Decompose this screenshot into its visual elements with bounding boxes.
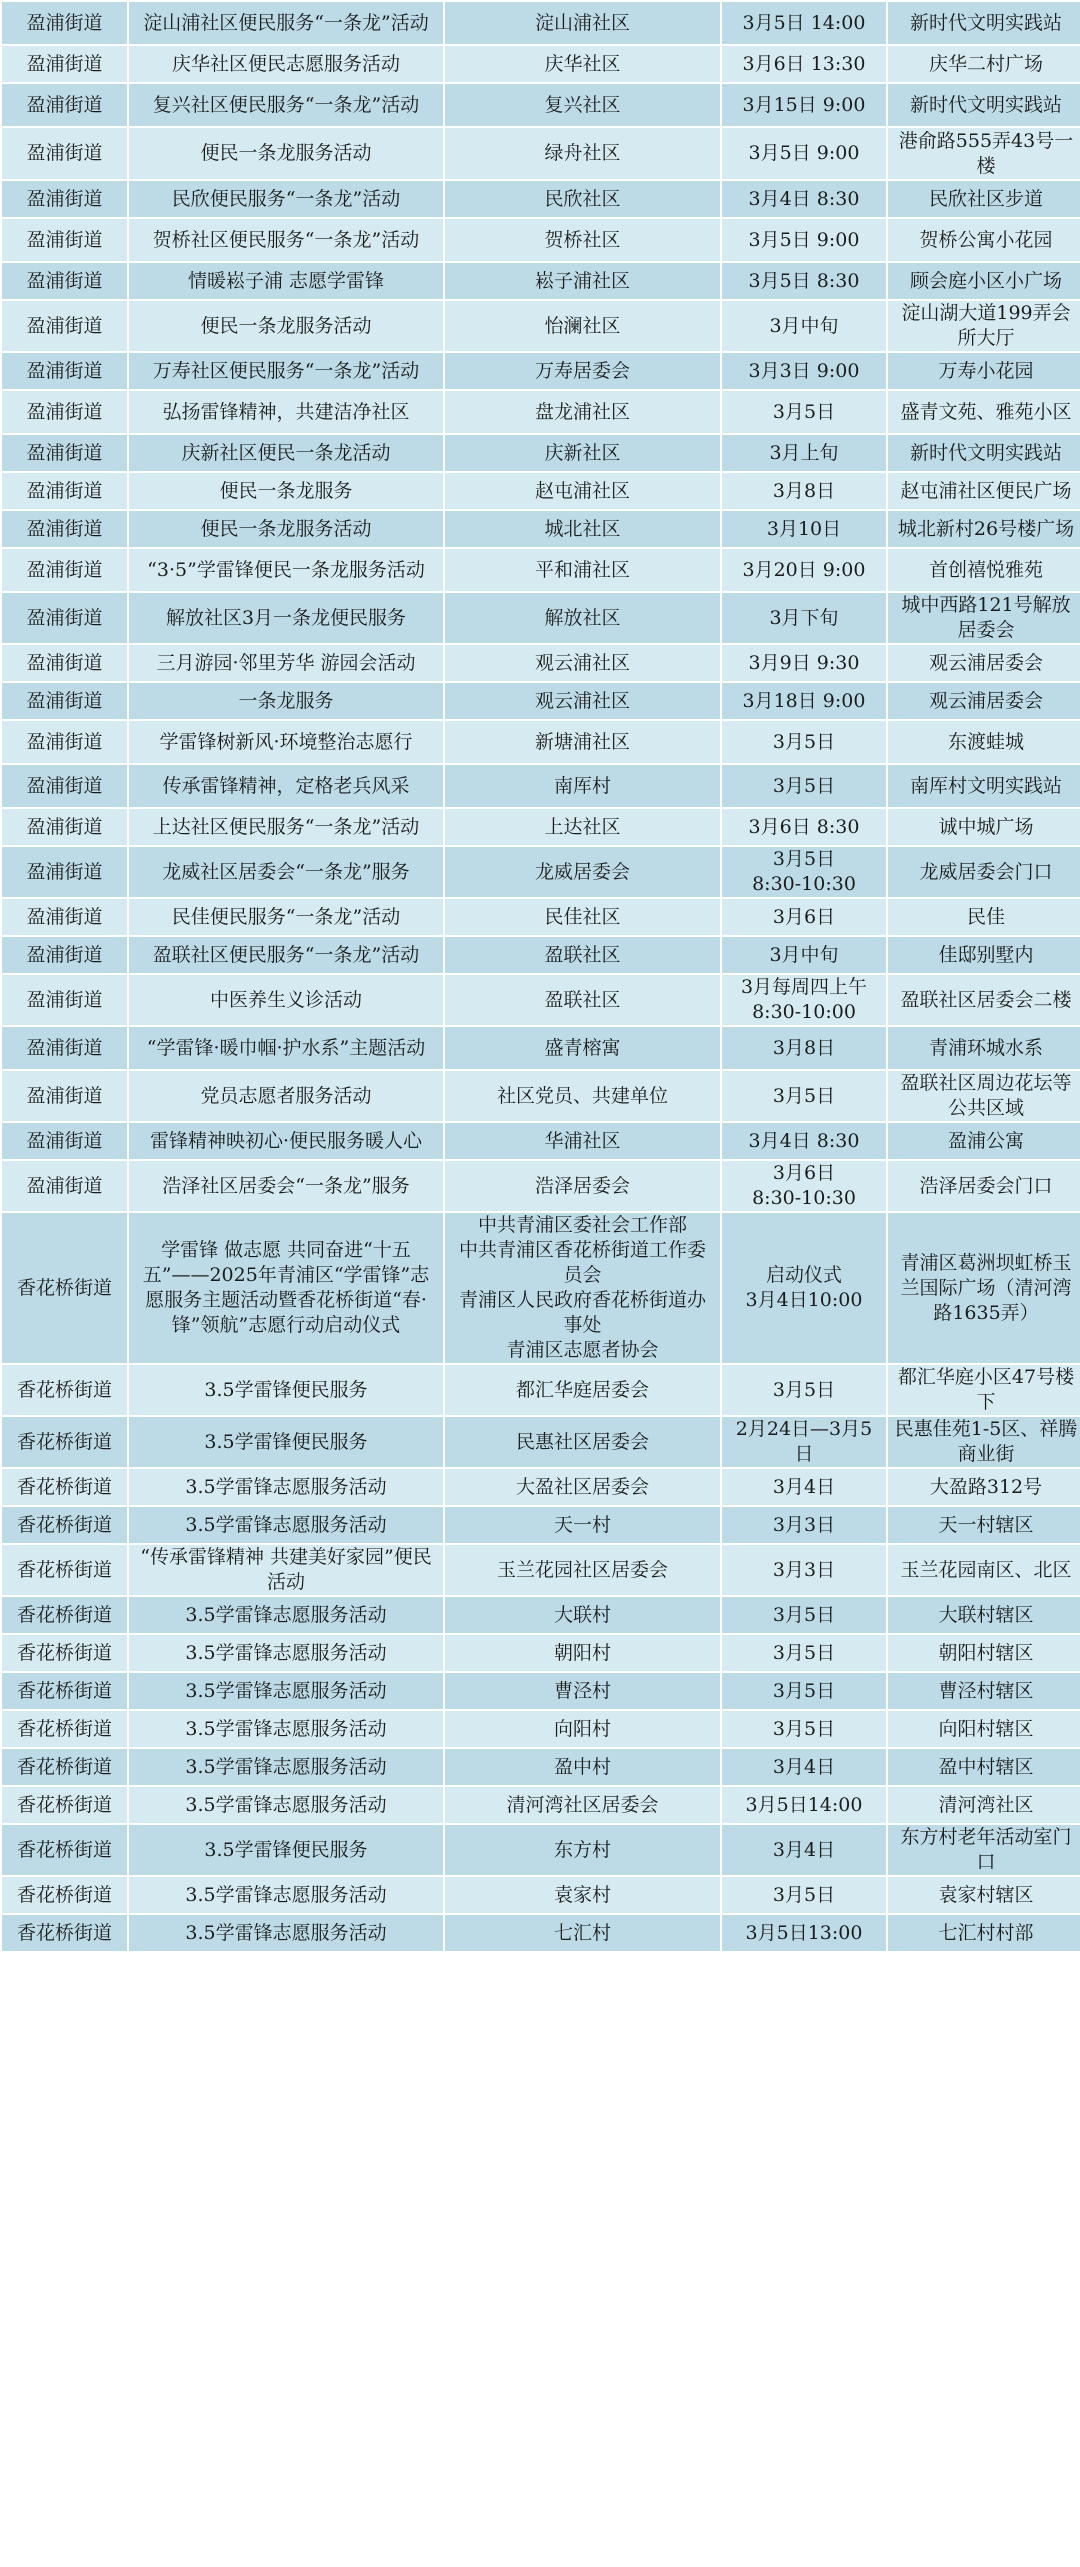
- time-cell: 3月5日: [721, 720, 887, 764]
- organizer-cell: 盈中村: [444, 1748, 721, 1786]
- table-row: [1, 936, 1080, 974]
- activity-name-cell: 盈联社区便民服务“一条龙”活动: [128, 936, 444, 974]
- time-cell: 3月20日 9:00: [721, 548, 887, 592]
- activity-name-cell: “3·5”学雷锋便民一条龙服务活动: [128, 548, 444, 592]
- activity-name-cell: 解放社区3月一条龙便民服务: [128, 592, 444, 644]
- organizer-cell: 华浦社区: [444, 1122, 721, 1160]
- activity-name-cell: 淀山浦社区便民服务“一条龙”活动: [128, 1, 444, 45]
- organizer-cell: 南厍村: [444, 764, 721, 808]
- location-cell: 新时代文明实践站: [887, 434, 1080, 472]
- table-row: [1, 1506, 1080, 1544]
- table-row: [1, 1212, 1080, 1364]
- organizer-cell: 赵屯浦社区: [444, 472, 721, 510]
- street-cell: 香花桥街道: [1, 1364, 128, 1416]
- street-cell: 盈浦街道: [1, 218, 128, 262]
- organizer-cell: 民佳社区: [444, 898, 721, 936]
- street-cell: 盈浦街道: [1, 720, 128, 764]
- table-row: [1, 352, 1080, 390]
- table-row: [1, 127, 1080, 180]
- street-cell: 盈浦街道: [1, 898, 128, 936]
- organizer-cell: 庆新社区: [444, 434, 721, 472]
- time-cell: 3月3日: [721, 1506, 887, 1544]
- time-cell: 3月5日: [721, 1364, 887, 1416]
- table-row: [1, 592, 1080, 644]
- time-cell: 3月6日 13:30: [721, 45, 887, 83]
- street-cell: 香花桥街道: [1, 1596, 128, 1634]
- organizer-cell: 观云浦社区: [444, 682, 721, 720]
- street-cell: 香花桥街道: [1, 1876, 128, 1914]
- activity-name-cell: 上达社区便民服务“一条龙”活动: [128, 808, 444, 846]
- activity-name-cell: 3.5学雷锋志愿服务活动: [128, 1634, 444, 1672]
- activity-name-cell: 3.5学雷锋便民服务: [128, 1416, 444, 1468]
- street-cell: 盈浦街道: [1, 300, 128, 352]
- table-row: [1, 1160, 1080, 1212]
- street-cell: 盈浦街道: [1, 262, 128, 300]
- organizer-cell: 盘龙浦社区: [444, 390, 721, 434]
- time-cell: 3月5日 8:30: [721, 262, 887, 300]
- organizer-cell: 大盈社区居委会: [444, 1468, 721, 1506]
- table-row: [1, 1544, 1080, 1596]
- activity-name-cell: 中医养生义诊活动: [128, 974, 444, 1026]
- street-cell: 盈浦街道: [1, 472, 128, 510]
- table-row: [1, 974, 1080, 1026]
- organizer-cell: 玉兰花园社区居委会: [444, 1544, 721, 1596]
- activity-name-cell: 3.5学雷锋志愿服务活动: [128, 1506, 444, 1544]
- table-row: [1, 1876, 1080, 1914]
- organizer-cell: 庆华社区: [444, 45, 721, 83]
- activity-name-cell: 3.5学雷锋便民服务: [128, 1824, 444, 1876]
- organizer-cell: 朝阳村: [444, 1634, 721, 1672]
- street-cell: 盈浦街道: [1, 510, 128, 548]
- organizer-cell: 新塘浦社区: [444, 720, 721, 764]
- time-cell: 3月5日: [721, 1596, 887, 1634]
- table-row: [1, 548, 1080, 592]
- activity-name-cell: 雷锋精神映初心·便民服务暖人心: [128, 1122, 444, 1160]
- street-cell: 香花桥街道: [1, 1786, 128, 1824]
- time-cell: 3月15日 9:00: [721, 83, 887, 127]
- table-row: [1, 1672, 1080, 1710]
- time-cell: 3月5日 9:00: [721, 218, 887, 262]
- street-cell: 香花桥街道: [1, 1824, 128, 1876]
- activity-name-cell: 党员志愿者服务活动: [128, 1070, 444, 1122]
- time-cell: 3月5日: [721, 1876, 887, 1914]
- activity-name-cell: 3.5学雷锋志愿服务活动: [128, 1710, 444, 1748]
- street-cell: 盈浦街道: [1, 808, 128, 846]
- street-cell: 盈浦街道: [1, 352, 128, 390]
- table-row: [1, 1748, 1080, 1786]
- location-cell: 青浦环城水系: [887, 1026, 1080, 1070]
- time-cell: 3月5日: [721, 1672, 887, 1710]
- activity-name-cell: 3.5学雷锋志愿服务活动: [128, 1672, 444, 1710]
- table-row: [1, 1634, 1080, 1672]
- event-table-body: [1, 1, 1080, 1952]
- street-cell: 香花桥街道: [1, 1672, 128, 1710]
- time-cell: 2月24日—3月5日: [721, 1416, 887, 1468]
- street-cell: 香花桥街道: [1, 1710, 128, 1748]
- location-cell: 东渡蛙城: [887, 720, 1080, 764]
- organizer-cell: 上达社区: [444, 808, 721, 846]
- organizer-cell: 袁家村: [444, 1876, 721, 1914]
- activity-name-cell: 复兴社区便民服务“一条龙”活动: [128, 83, 444, 127]
- location-cell: 青浦区葛洲坝虹桥玉兰国际广场（清河湾路1635弄）: [887, 1212, 1080, 1364]
- street-cell: 盈浦街道: [1, 1122, 128, 1160]
- location-cell: 万寿小花园: [887, 352, 1080, 390]
- table-row: [1, 1, 1080, 45]
- location-cell: 天一村辖区: [887, 1506, 1080, 1544]
- table-row: [1, 682, 1080, 720]
- table-row: [1, 644, 1080, 682]
- activity-name-cell: 便民一条龙服务活动: [128, 300, 444, 352]
- time-cell: 3月9日 9:30: [721, 644, 887, 682]
- street-cell: 盈浦街道: [1, 644, 128, 682]
- activity-name-cell: 民欣便民服务“一条龙”活动: [128, 180, 444, 218]
- organizer-cell: 解放社区: [444, 592, 721, 644]
- location-cell: 盈浦公寓: [887, 1122, 1080, 1160]
- location-cell: 贺桥公寓小花园: [887, 218, 1080, 262]
- activity-name-cell: 贺桥社区便民服务“一条龙”活动: [128, 218, 444, 262]
- table-row: [1, 472, 1080, 510]
- time-cell: 3月3日: [721, 1544, 887, 1596]
- organizer-cell: 向阳村: [444, 1710, 721, 1748]
- street-cell: 盈浦街道: [1, 45, 128, 83]
- activity-name-cell: 3.5学雷锋志愿服务活动: [128, 1468, 444, 1506]
- street-cell: 香花桥街道: [1, 1506, 128, 1544]
- activity-name-cell: 情暖崧子浦 志愿学雷锋: [128, 262, 444, 300]
- location-cell: 大联村辖区: [887, 1596, 1080, 1634]
- street-cell: 盈浦街道: [1, 974, 128, 1026]
- location-cell: 都汇华庭小区47号楼下: [887, 1364, 1080, 1416]
- time-cell: 3月18日 9:00: [721, 682, 887, 720]
- table-row: [1, 764, 1080, 808]
- location-cell: 浩泽居委会门口: [887, 1160, 1080, 1212]
- time-cell: 启动仪式 3月4日10:00: [721, 1212, 887, 1364]
- time-cell: 3月中旬: [721, 300, 887, 352]
- activity-name-cell: “传承雷锋精神 共建美好家园”便民活动: [128, 1544, 444, 1596]
- street-cell: 香花桥街道: [1, 1914, 128, 1952]
- time-cell: 3月5日13:00: [721, 1914, 887, 1952]
- activity-name-cell: 3.5学雷锋志愿服务活动: [128, 1596, 444, 1634]
- organizer-cell: 盈联社区: [444, 936, 721, 974]
- activity-name-cell: 弘扬雷锋精神，共建洁净社区: [128, 390, 444, 434]
- street-cell: 香花桥街道: [1, 1468, 128, 1506]
- table-row: [1, 1786, 1080, 1824]
- time-cell: 3月4日: [721, 1748, 887, 1786]
- table-row: [1, 1364, 1080, 1416]
- activity-name-cell: 3.5学雷锋志愿服务活动: [128, 1914, 444, 1952]
- activity-name-cell: 一条龙服务: [128, 682, 444, 720]
- table-row: [1, 1468, 1080, 1506]
- time-cell: 3月5日: [721, 1710, 887, 1748]
- activity-name-cell: 3.5学雷锋便民服务: [128, 1364, 444, 1416]
- time-cell: 3月上旬: [721, 434, 887, 472]
- activity-name-cell: “学雷锋·暖巾帼·护水系”主题活动: [128, 1026, 444, 1070]
- table-row: [1, 510, 1080, 548]
- time-cell: 3月5日: [721, 1070, 887, 1122]
- organizer-cell: 社区党员、共建单位: [444, 1070, 721, 1122]
- table-row: [1, 390, 1080, 434]
- organizer-cell: 城北社区: [444, 510, 721, 548]
- table-row: [1, 1122, 1080, 1160]
- location-cell: 赵屯浦社区便民广场: [887, 472, 1080, 510]
- table-row: [1, 808, 1080, 846]
- organizer-cell: 盈联社区: [444, 974, 721, 1026]
- street-cell: 香花桥街道: [1, 1212, 128, 1364]
- table-row: [1, 1596, 1080, 1634]
- activity-name-cell: 3.5学雷锋志愿服务活动: [128, 1786, 444, 1824]
- street-cell: 盈浦街道: [1, 180, 128, 218]
- location-cell: 清河湾社区: [887, 1786, 1080, 1824]
- organizer-cell: 曹泾村: [444, 1672, 721, 1710]
- time-cell: 3月每周四上午 8:30-10:00: [721, 974, 887, 1026]
- organizer-cell: 崧子浦社区: [444, 262, 721, 300]
- activity-name-cell: 学雷锋 做志愿 共同奋进“十五五”——2025年青浦区“学雷锋”志愿服务主题活动暨香花桥街道“春·锋”领航”志愿行动启动仪式: [128, 1212, 444, 1364]
- location-cell: 曹泾村辖区: [887, 1672, 1080, 1710]
- street-cell: 香花桥街道: [1, 1416, 128, 1468]
- organizer-cell: 复兴社区: [444, 83, 721, 127]
- table-row: [1, 262, 1080, 300]
- location-cell: 盛青文苑、雅苑小区: [887, 390, 1080, 434]
- activity-name-cell: 便民一条龙服务: [128, 472, 444, 510]
- table-row: [1, 720, 1080, 764]
- street-cell: 盈浦街道: [1, 434, 128, 472]
- table-row: [1, 180, 1080, 218]
- table-row: [1, 218, 1080, 262]
- location-cell: 七汇村村部: [887, 1914, 1080, 1952]
- activity-name-cell: 庆新社区便民一条龙活动: [128, 434, 444, 472]
- time-cell: 3月4日: [721, 1468, 887, 1506]
- location-cell: 东方村老年活动室门口: [887, 1824, 1080, 1876]
- location-cell: 城中西路121号解放居委会: [887, 592, 1080, 644]
- table-row: [1, 846, 1080, 898]
- organizer-cell: 盛青榕寓: [444, 1026, 721, 1070]
- time-cell: 3月5日: [721, 1634, 887, 1672]
- time-cell: 3月5日 9:00: [721, 127, 887, 180]
- location-cell: 民欣社区步道: [887, 180, 1080, 218]
- time-cell: 3月5日 8:30-10:30: [721, 846, 887, 898]
- organizer-cell: 大联村: [444, 1596, 721, 1634]
- time-cell: 3月4日 8:30: [721, 180, 887, 218]
- activity-name-cell: 传承雷锋精神，定格老兵风采: [128, 764, 444, 808]
- street-cell: 盈浦街道: [1, 592, 128, 644]
- organizer-cell: 东方村: [444, 1824, 721, 1876]
- time-cell: 3月10日: [721, 510, 887, 548]
- location-cell: 佳邸别墅内: [887, 936, 1080, 974]
- location-cell: 港俞路555弄43号一楼: [887, 127, 1080, 180]
- location-cell: 庆华二村广场: [887, 45, 1080, 83]
- street-cell: 盈浦街道: [1, 548, 128, 592]
- location-cell: 首创禧悦雅苑: [887, 548, 1080, 592]
- time-cell: 3月3日 9:00: [721, 352, 887, 390]
- location-cell: 城北新村26号楼广场: [887, 510, 1080, 548]
- organizer-cell: 怡澜社区: [444, 300, 721, 352]
- street-cell: 盈浦街道: [1, 682, 128, 720]
- location-cell: 向阳村辖区: [887, 1710, 1080, 1748]
- street-cell: 盈浦街道: [1, 83, 128, 127]
- street-cell: 盈浦街道: [1, 390, 128, 434]
- time-cell: 3月8日: [721, 472, 887, 510]
- location-cell: 民佳: [887, 898, 1080, 936]
- organizer-cell: 清河湾社区居委会: [444, 1786, 721, 1824]
- location-cell: 新时代文明实践站: [887, 83, 1080, 127]
- location-cell: 龙威居委会门口: [887, 846, 1080, 898]
- time-cell: 3月4日 8:30: [721, 1122, 887, 1160]
- time-cell: 3月8日: [721, 1026, 887, 1070]
- organizer-cell: 民欣社区: [444, 180, 721, 218]
- organizer-cell: 七汇村: [444, 1914, 721, 1952]
- activity-name-cell: 3.5学雷锋志愿服务活动: [128, 1876, 444, 1914]
- activity-name-cell: 万寿社区便民服务“一条龙”活动: [128, 352, 444, 390]
- street-cell: 盈浦街道: [1, 1070, 128, 1122]
- activity-name-cell: 龙威社区居委会“一条龙”服务: [128, 846, 444, 898]
- location-cell: 盈中村辖区: [887, 1748, 1080, 1786]
- organizer-cell: 绿舟社区: [444, 127, 721, 180]
- time-cell: 3月5日 14:00: [721, 1, 887, 45]
- time-cell: 3月下旬: [721, 592, 887, 644]
- organizer-cell: 观云浦社区: [444, 644, 721, 682]
- location-cell: 袁家村辖区: [887, 1876, 1080, 1914]
- table-row: [1, 434, 1080, 472]
- street-cell: 盈浦街道: [1, 764, 128, 808]
- location-cell: 新时代文明实践站: [887, 1, 1080, 45]
- organizer-cell: 淀山浦社区: [444, 1, 721, 45]
- organizer-cell: 平和浦社区: [444, 548, 721, 592]
- organizer-cell: 贺桥社区: [444, 218, 721, 262]
- location-cell: 淀山湖大道199弄会所大厅: [887, 300, 1080, 352]
- activity-name-cell: 三月游园·邻里芳华 游园会活动: [128, 644, 444, 682]
- activity-name-cell: 便民一条龙服务活动: [128, 127, 444, 180]
- table-row: [1, 898, 1080, 936]
- time-cell: 3月中旬: [721, 936, 887, 974]
- location-cell: 大盈路312号: [887, 1468, 1080, 1506]
- street-cell: 盈浦街道: [1, 127, 128, 180]
- location-cell: 诚中城广场: [887, 808, 1080, 846]
- location-cell: 民惠佳苑1-5区、祥腾商业街: [887, 1416, 1080, 1468]
- street-cell: 盈浦街道: [1, 1160, 128, 1212]
- table-row: [1, 1416, 1080, 1468]
- street-cell: 香花桥街道: [1, 1634, 128, 1672]
- street-cell: 盈浦街道: [1, 1026, 128, 1070]
- location-cell: 玉兰花园南区、北区: [887, 1544, 1080, 1596]
- time-cell: 3月4日: [721, 1824, 887, 1876]
- time-cell: 3月5日: [721, 390, 887, 434]
- street-cell: 香花桥街道: [1, 1748, 128, 1786]
- time-cell: 3月6日 8:30-10:30: [721, 1160, 887, 1212]
- street-cell: 盈浦街道: [1, 846, 128, 898]
- time-cell: 3月6日: [721, 898, 887, 936]
- table-row: [1, 1824, 1080, 1876]
- time-cell: 3月5日14:00: [721, 1786, 887, 1824]
- activity-name-cell: 民佳便民服务“一条龙”活动: [128, 898, 444, 936]
- street-cell: 盈浦街道: [1, 936, 128, 974]
- table-row: [1, 300, 1080, 352]
- street-cell: 盈浦街道: [1, 1, 128, 45]
- organizer-cell: 中共青浦区委社会工作部 中共青浦区香花桥街道工作委员会 青浦区人民政府香花桥街道办事处 青浦区志愿者协会: [444, 1212, 721, 1364]
- location-cell: 盈联社区周边花坛等公共区域: [887, 1070, 1080, 1122]
- location-cell: 盈联社区居委会二楼: [887, 974, 1080, 1026]
- table-row: [1, 1026, 1080, 1070]
- table-row: [1, 83, 1080, 127]
- organizer-cell: 浩泽居委会: [444, 1160, 721, 1212]
- location-cell: 朝阳村辖区: [887, 1634, 1080, 1672]
- table-row: [1, 45, 1080, 83]
- table-row: [1, 1710, 1080, 1748]
- organizer-cell: 都汇华庭居委会: [444, 1364, 721, 1416]
- time-cell: 3月6日 8:30: [721, 808, 887, 846]
- location-cell: 观云浦居委会: [887, 644, 1080, 682]
- activity-name-cell: 学雷锋树新风·环境整治志愿行: [128, 720, 444, 764]
- table-row: [1, 1914, 1080, 1952]
- organizer-cell: 天一村: [444, 1506, 721, 1544]
- location-cell: 顾会庭小区小广场: [887, 262, 1080, 300]
- activity-name-cell: 3.5学雷锋志愿服务活动: [128, 1748, 444, 1786]
- time-cell: 3月5日: [721, 764, 887, 808]
- activity-name-cell: 庆华社区便民志愿服务活动: [128, 45, 444, 83]
- activity-name-cell: 便民一条龙服务活动: [128, 510, 444, 548]
- location-cell: 观云浦居委会: [887, 682, 1080, 720]
- organizer-cell: 龙威居委会: [444, 846, 721, 898]
- table-row: [1, 1070, 1080, 1122]
- organizer-cell: 万寿居委会: [444, 352, 721, 390]
- location-cell: 南厍村文明实践站: [887, 764, 1080, 808]
- street-cell: 香花桥街道: [1, 1544, 128, 1596]
- activity-name-cell: 浩泽社区居委会“一条龙”服务: [128, 1160, 444, 1212]
- organizer-cell: 民惠社区居委会: [444, 1416, 721, 1468]
